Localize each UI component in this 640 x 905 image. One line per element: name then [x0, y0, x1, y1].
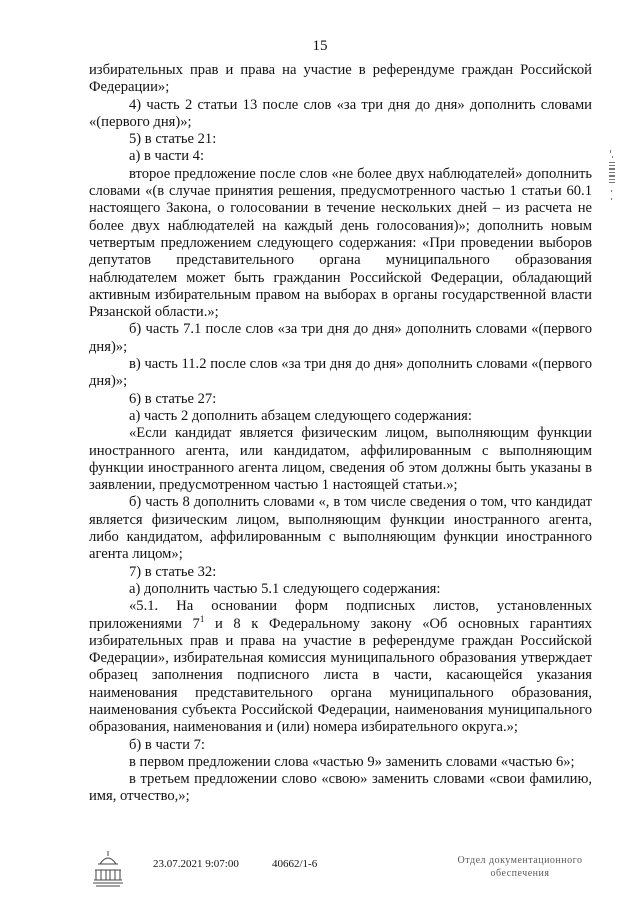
department-stamp [440, 854, 600, 880]
paragraph: б) часть 8 дополнить словами «, в том числе сведения о том, что кандидат является физическим лицом, выполняющим функции иностранного агента, либо кандидатом, аффилированным с выполняющим функции иностранного агента лицом»; [89, 494, 592, 563]
stamp-line: Отдел документационного [457, 855, 583, 866]
footer-registration-number: 40662/1-6 [272, 858, 318, 870]
paragraph: б) в части 7: [129, 736, 205, 753]
paragraph: а) в части 4: [129, 148, 205, 165]
margin-barcode-mark [608, 150, 616, 202]
document-body [89, 62, 592, 806]
paragraph: 4) часть 2 статьи 13 после слов «за три дня до дня» дополнить словами «(первого дня)»; [89, 96, 592, 130]
stamp-line: обеспечения [490, 868, 550, 879]
page-footer [0, 838, 640, 898]
paragraph: избирательных прав и права на участие в референдуме граждан Российской Федерации»; [89, 62, 592, 96]
paragraph: б) часть 7.1 после слов «за три дня до дня» дополнить словами «(первого дня)»; [89, 321, 592, 355]
paragraph: в) часть 11.2 после слов «за три дня до дня» дополнить словами «(первого дня)»; [89, 356, 592, 390]
paragraph: в первом предложении слова «частью 9» заменить словами «частью 6»; [129, 753, 575, 770]
paragraph: второе предложение после слов «не более двух наблюдателей» дополнить словами «(в случае принятия решения, предусмотренного частью 1 статьи 60.1 настоящего Закона, о голосовании в течение нескольких дней – из расчета не более двух наблюдателей на каждый день голосования)»; дополнить новым четвертым предложением следующего содержания: «При проведении выборов депутатов представительного органа муниципального образования наблюдателем может быть гражданин Российской Федерации, обладающий активным избирательным правом на выборах в органы государственной власти Рязанской области.»; [89, 165, 592, 321]
paragraph: 7) в статье 32: [129, 563, 217, 580]
paragraph: 6) в статье 27: [129, 390, 217, 407]
paragraph: в третьем предложении слово «свою» заменить словами «свои фамилию, имя, отчество,»; [89, 771, 592, 805]
paragraph: а) дополнить частью 5.1 следующего содержания: [129, 580, 441, 597]
footer-date: 23.07.2021 9:07:00 [153, 858, 239, 870]
state-duma-building-icon [92, 848, 124, 890]
paragraph-text: и 8 к Федеральному закону «Об основных гарантиях избирательных прав и права на участие в референдуме граждан Российской Федерации», избирательная комиссия муниципального образования утверждает образец заполнения подписного листа в части, касающейся указания наименования представительного органа муниципального образования, наименования субъекта Российской Федерации, наименования муниципального образования, наименования и (или) номера избирательного округа.»; [89, 615, 592, 736]
paragraph-part-5-1 [89, 598, 592, 736]
superscript: 1 [199, 613, 205, 624]
paragraph: «Если кандидат является физическим лицом, выполняющим функции иностранного агента, или кандидатом, аффилированным с выполняющим функции иностранного агента лицом, сведения об этом должны быть указаны в заявлении, предусмотренном частью 1 настоящей статьи.»; [89, 425, 592, 494]
paragraph: 5) в статье 21: [129, 131, 217, 148]
page-number: 15 [312, 38, 328, 54]
paragraph: а) часть 2 дополнить абзацем следующего содержания: [129, 407, 472, 424]
paragraph-text: «5.1. На основании форм подписных листов, установленных приложениями 7 [89, 598, 592, 632]
